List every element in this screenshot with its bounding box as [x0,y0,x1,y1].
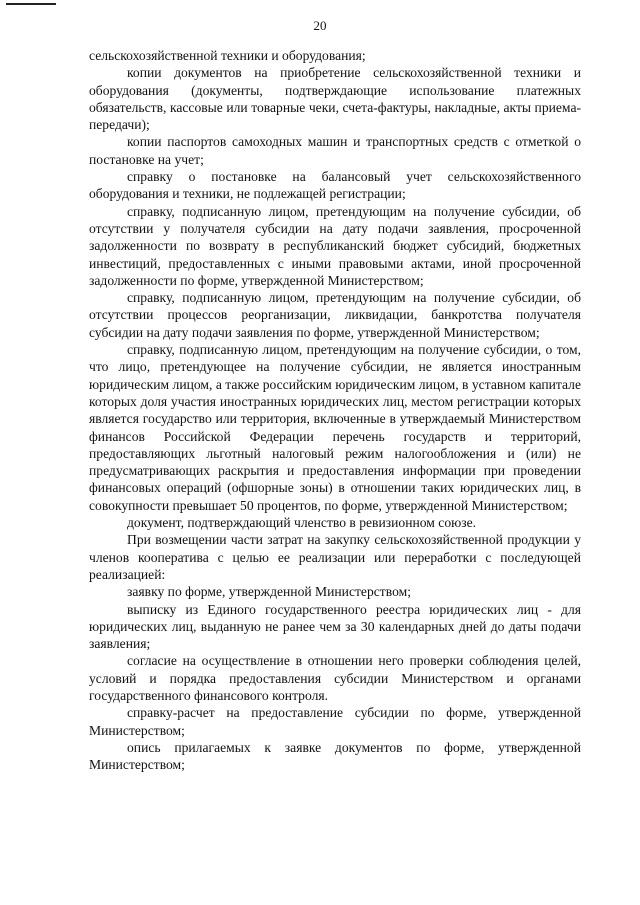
paragraph: выписку из Единого государственного реестра юридических лиц - для юридических лиц, выданную не ранее чем за 30 календарных дней до даты подачи заявления; [89,601,581,652]
paragraph: При возмещении части затрат на закупку сельскохозяйственной продукции у членов кооператива с целью ее реализации или переработки с последующей реализацией: [89,532,581,582]
paragraph: сельскохозяйственной техники и оборудования; [89,48,366,63]
scan-corner-mark [6,3,56,5]
page-number: 20 [313,18,327,33]
paragraph: справку, подписанную лицом, претендующим на получение субсидии, об отсутствии процессов реорганизации, ликвидации, банкротства получателя субсидии на дату подачи заявления по форме, утвержденной Министерством; [89,290,581,340]
paragraph: справку, подписанную лицом, претендующим на получение субсидии, об отсутствии у получателя субсидии на дату подачи заявления, просроченной задолженности по возврату в республиканский бюджет субсидий, бюджетных инвестиций, предоставленных с иными правовыми актами, иной просроченной задолженности по форме, утвержденной Министерством; [89,203,581,288]
paragraph: заявку по форме, утвержденной Министерством; [127,584,411,600]
paragraph: копии документов на приобретение сельскохозяйственной техники и оборудования (документы, подтверждающие использование платежных обязательств, кассовые или товарные чеки, счета-фактуры, накладные, акты приема-передачи); [89,65,581,133]
paragraph: копии паспортов самоходных машин и транспортных средств с отметкой о постановке на учет; [89,134,581,167]
document-body [89,47,581,773]
paragraph: согласие на осуществление в отношении него проверки соблюдения целей, условий и порядка предоставления субсидии Министерством и органами государственного финансового контроля. [89,653,581,703]
paragraph: справку о постановке на балансовый учет сельскохозяйственного оборудования и техники, не подлежащей регистрации; [89,169,581,202]
paragraph: опись прилагаемых к заявке документов по форме, утвержденной Министерством; [89,739,581,773]
paragraph: документ, подтверждающий членство в ревизионном союзе. [127,515,477,531]
paragraph: справку-расчет на предоставление субсидии по форме, утвержденной Министерством; [89,705,581,738]
paragraph: справку, подписанную лицом, претендующим на получение субсидии, о том, что лицо, претендующее на получение субсидии, не является иностранным юридическим лицом, а также российским юридическим лицом, в уставном капитале которых доля участия иностранных юридических лиц, местом регистрации которых является государство или территория, включенные в утверждаемый Министерством финансов Российской Федерации перечень государств и территорий, предоставляющих льготный налоговый режим налогообложения и (или) не предусматривающих раскрытия и предоставления информации при проведении финансовых операций (офшорные зоны) в отношении таких юридических лиц, в совокупности превышает 50 процентов, по форме, утвержденной Министерством; [89,342,581,513]
